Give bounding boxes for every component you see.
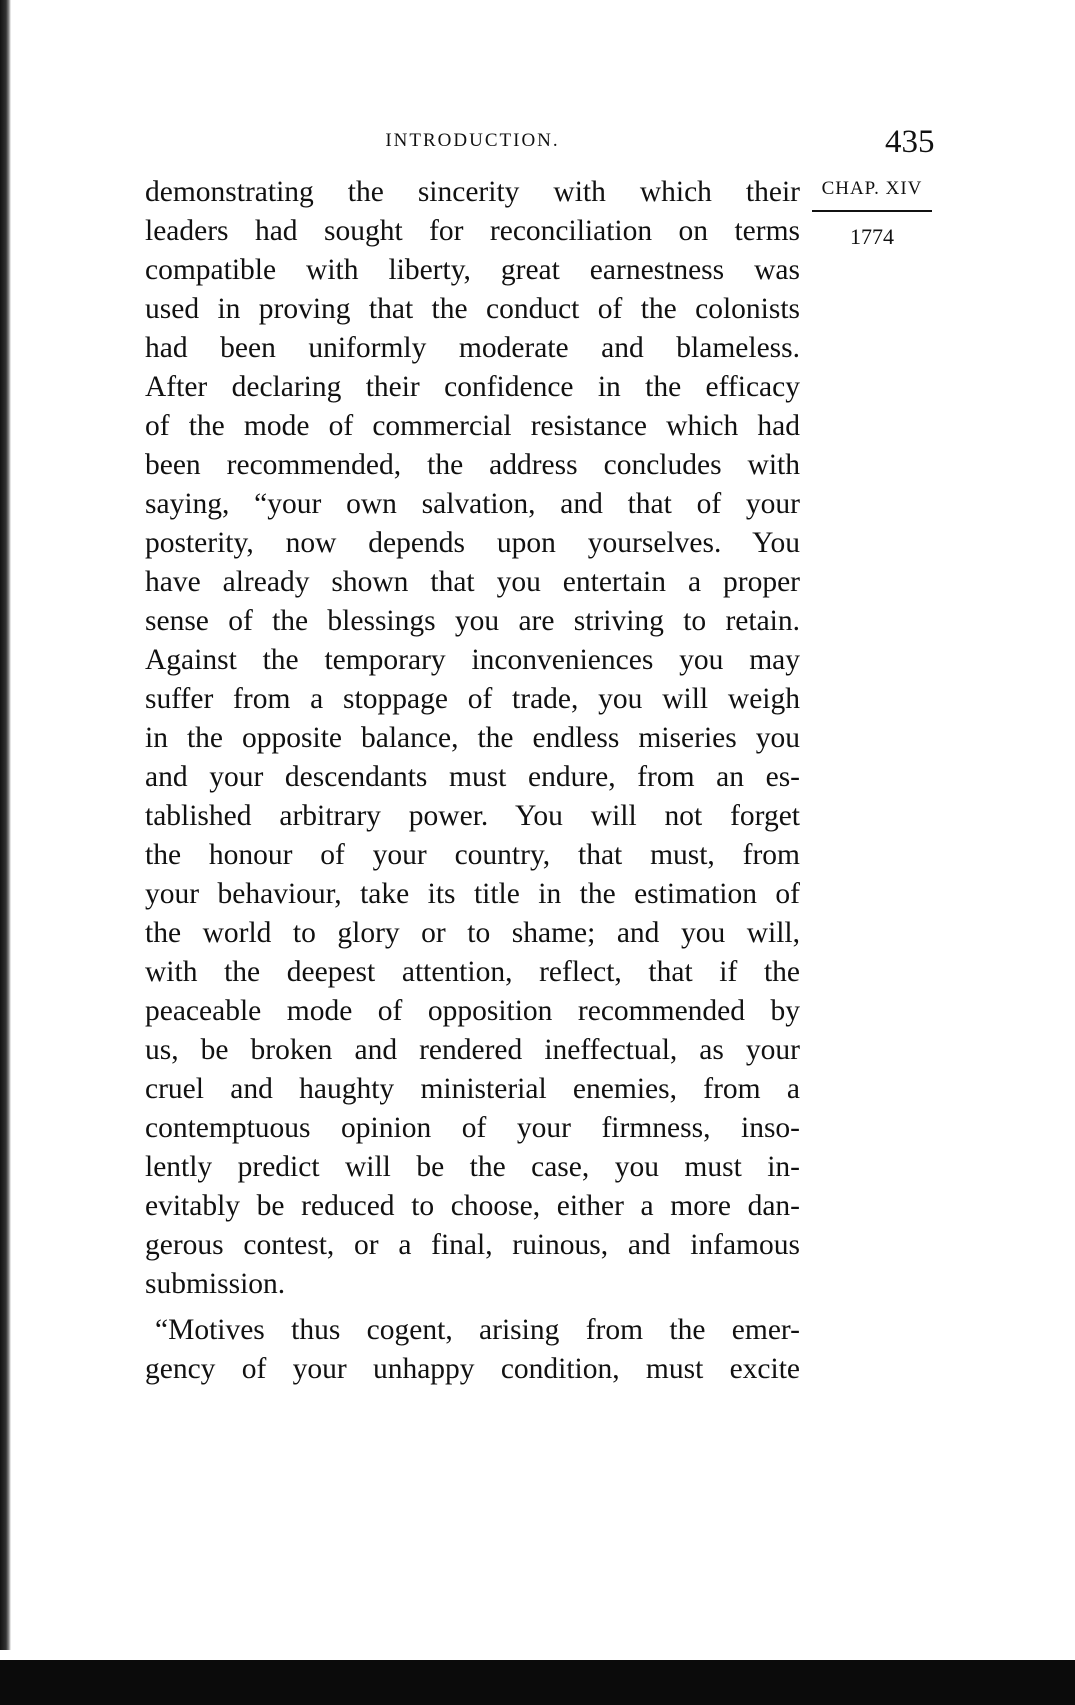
text-line: posterity, now depends upon yourselves. You (145, 527, 800, 559)
text-line: been recommended, the address concludes with (145, 449, 800, 481)
paragraph-2 (145, 1311, 800, 1389)
text-line: the world to glory or to shame; and you will, (145, 917, 800, 949)
text-line: gency of your unhappy condition, must excite (145, 1353, 800, 1385)
year-label: 1774 (850, 224, 894, 249)
margin-note (812, 178, 932, 250)
text-line: After declaring their confidence in the efficacy (145, 371, 800, 403)
main-text (145, 173, 800, 1389)
text-line: Against the temporary inconveniences you may (145, 644, 800, 676)
page-edge-shadow-left (0, 0, 11, 1650)
text-line: tablished arbitrary power. You will not forget (145, 800, 800, 832)
text-line: of the mode of commercial resistance which had (145, 410, 800, 442)
text-line: had been uniformly moderate and blameless. (145, 332, 800, 364)
text-line: us, be broken and rendered ineffectual, as your (145, 1034, 800, 1066)
text-line: compatible with liberty, great earnestness was (145, 254, 800, 286)
text-line: suffer from a stoppage of trade, you will weigh (145, 683, 800, 715)
text-line: sense of the blessings you are striving to retain. (145, 605, 800, 637)
text-line: and your descendants must endure, from an es- (145, 761, 800, 793)
text-line: peaceable mode of opposition recommended by (145, 995, 800, 1027)
text-line: demonstrating the sincerity with which their (145, 176, 800, 208)
text-line: submission. (145, 1268, 286, 1300)
text-line: used in proving that the conduct of the colonists (145, 293, 800, 325)
paragraph-gap (145, 1304, 800, 1311)
text-line: contemptuous opinion of your firmness, inso- (145, 1112, 800, 1144)
text-line: gerous contest, or a final, ruinous, and infamous (145, 1229, 800, 1261)
page-number: 435 (885, 124, 935, 160)
text-line: have already shown that you entertain a proper (145, 566, 800, 598)
text-line: saying, “your own salvation, and that of your (145, 488, 800, 520)
running-head (145, 126, 800, 166)
text-line: “Motives thus cogent, arising from the emer- (155, 1314, 800, 1346)
text-line: the honour of your country, that must, from (145, 839, 800, 871)
text-line: evitably be reduced to choose, either a more dan- (145, 1190, 800, 1222)
text-line: cruel and haughty ministerial enemies, from a (145, 1073, 800, 1105)
text-line: your behaviour, take its title in the estimation of (145, 878, 800, 910)
text-line: leaders had sought for reconciliation on terms (145, 215, 800, 247)
page-edge-shadow-bottom (0, 1660, 1075, 1705)
text-line: lently predict will be the case, you must in- (145, 1151, 800, 1183)
text-line: with the deepest attention, reflect, that if the (145, 956, 800, 988)
running-title: INTRODUCTION. (385, 130, 560, 151)
text-line: in the opposite balance, the endless miseries you (145, 722, 800, 754)
chapter-label: CHAP. XIV (812, 178, 932, 212)
paragraph-1 (145, 173, 800, 1304)
